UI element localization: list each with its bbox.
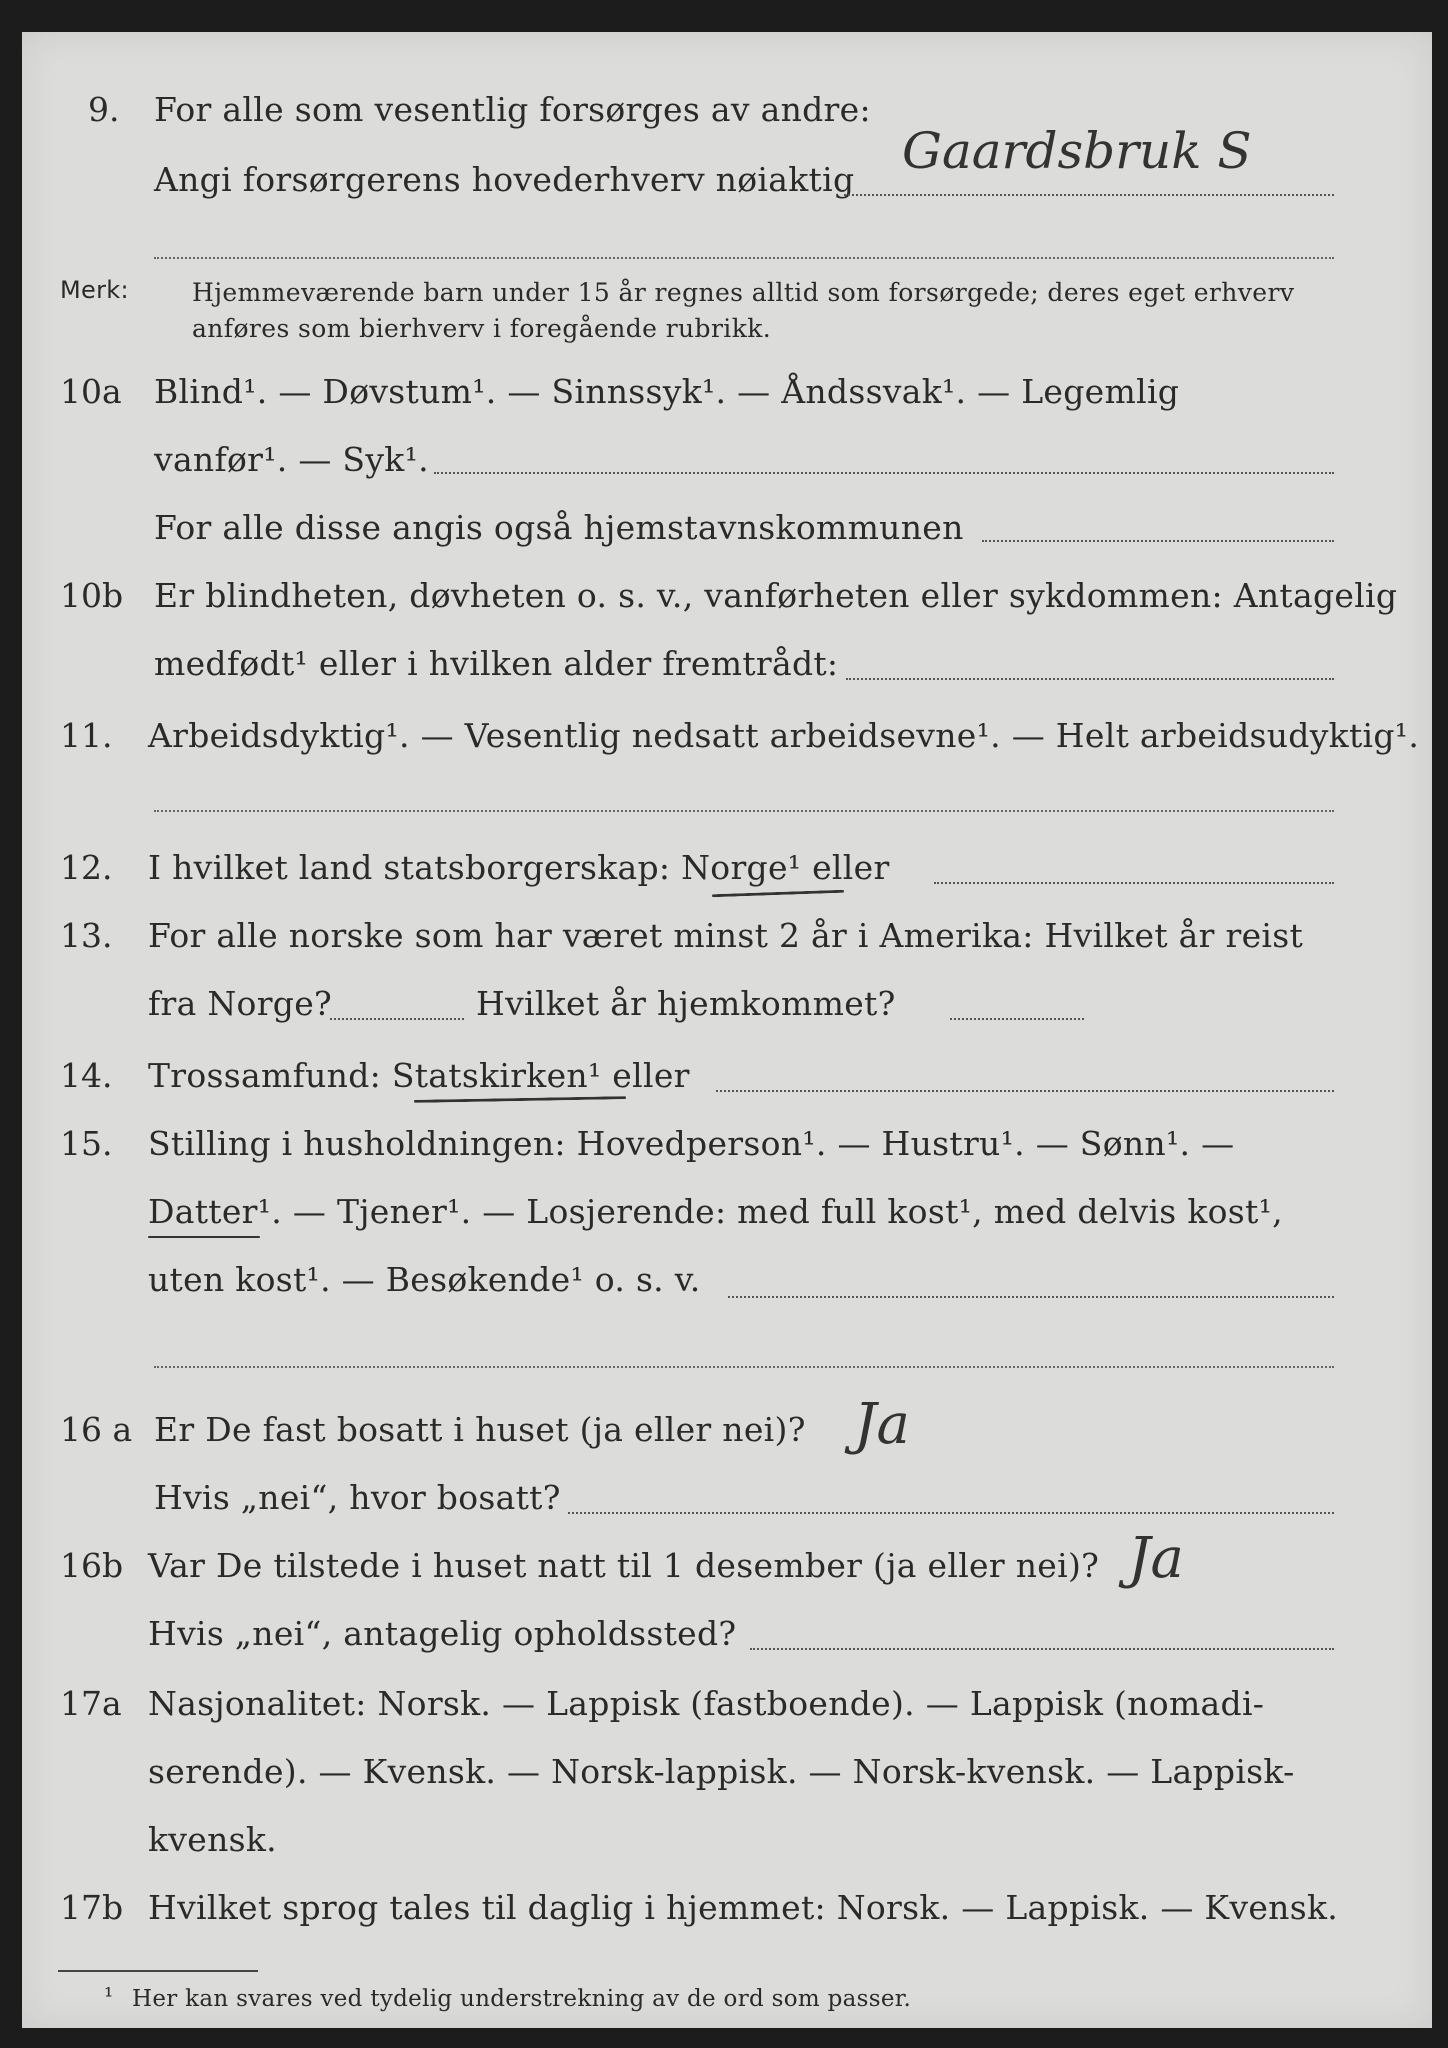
q13-line2a: fra Norge? <box>148 984 333 1023</box>
q14-line1: Trossamfund: Statskirken¹ eller <box>148 1056 690 1095</box>
q15-line3: uten kost¹. — Besøkende¹ o. s. v. <box>148 1260 701 1299</box>
q10b-answer-line[interactable] <box>846 678 1334 680</box>
q10a-kommune-line[interactable] <box>982 540 1334 542</box>
q10a-answer-line[interactable] <box>434 472 1334 474</box>
q15-number: 15. <box>60 1124 113 1163</box>
q13-line2b: Hvilket år hjemkommet? <box>476 984 896 1023</box>
footnote-mark: ¹ <box>104 1984 114 2010</box>
q10a-number: 10a <box>60 372 122 411</box>
q17b-number: 17b <box>60 1888 124 1927</box>
q13-line1: For alle norske som har været minst 2 år i Amerika: Hvilket år reist <box>148 916 1304 955</box>
q12-line1: I hvilket land statsborgerskap: Norge¹ eller <box>148 848 890 887</box>
q16b-line1: Var De tilstede i huset natt til 1 desember (ja eller nei)? <box>148 1546 1100 1585</box>
q9-line1: For alle som vesentlig forsørges av andre: <box>154 90 871 129</box>
q15-line2: Datter¹. — Tjener¹. — Losjerende: med full kost¹, med delvis kost¹, <box>148 1192 1283 1231</box>
q14-number: 14. <box>60 1056 113 1095</box>
q10a-line1: Blind¹. — Døvstum¹. — Sinnssyk¹. — Åndssvak¹. — Legemlig <box>154 372 1180 411</box>
q11-number: 11. <box>60 716 113 755</box>
q11-answer-line[interactable] <box>154 810 1334 812</box>
q14-statskirken-underline <box>414 1096 626 1103</box>
q16a-handwritten-answer: Ja <box>854 1392 910 1457</box>
merk-line2: anføres som bierhverv i foregående rubrikk. <box>192 314 772 343</box>
q17b-line1: Hvilket sprog tales til daglig i hjemmet: Norsk. — Lappisk. — Kvensk. <box>148 1888 1339 1927</box>
q10a-line3: For alle disse angis også hjemstavnskommunen <box>154 508 964 547</box>
q17a-number: 17a <box>60 1684 122 1723</box>
merk-line1: Hjemmeværende barn under 15 år regnes alltid som forsørgede; deres eget erhverv <box>192 278 1295 307</box>
q16a-line1: Er De fast bosatt i huset (ja eller nei)? <box>154 1410 806 1449</box>
q13-hjemkommet-line[interactable] <box>950 1018 1084 1020</box>
q16b-number: 16b <box>60 1546 124 1585</box>
q10b-number: 10b <box>60 576 124 615</box>
census-form-page <box>22 32 1432 2028</box>
q9-extra-line[interactable] <box>154 257 1334 259</box>
q17a-line1: Nasjonalitet: Norsk. — Lappisk (fastboende). — Lappisk (nomadi- <box>148 1684 1265 1723</box>
q15-answer-line[interactable] <box>728 1296 1334 1298</box>
q12-norge-underline <box>712 890 844 898</box>
q16b-answer-line[interactable] <box>750 1648 1334 1650</box>
q9-number: 9. <box>88 90 120 129</box>
q15-extra-line[interactable] <box>154 1366 1334 1368</box>
q9-line2: Angi forsørgerens hovederhverv nøiaktig <box>154 160 855 199</box>
q16a-line2: Hvis „nei“, hvor bosatt? <box>154 1478 561 1517</box>
merk-label: Merk: <box>60 276 129 304</box>
q9-handwritten-answer: Gaardsbruk S <box>902 122 1252 180</box>
q10b-line2: medfødt¹ eller i hvilken alder fremtrådt: <box>154 644 839 683</box>
q9-answer-line[interactable] <box>844 194 1334 196</box>
q10b-line1: Er blindheten, døvheten o. s. v., vanførheten eller sykdommen: Antagelig <box>154 576 1398 615</box>
q16a-answer-line[interactable] <box>568 1512 1334 1514</box>
q16b-line2: Hvis „nei“, antagelig opholdssted? <box>148 1614 737 1653</box>
q13-number: 13. <box>60 916 113 955</box>
q10a-line2: vanfør¹. — Syk¹. <box>154 440 429 479</box>
q12-number: 12. <box>60 848 113 887</box>
q14-answer-line[interactable] <box>716 1090 1334 1092</box>
q13-reist-line[interactable] <box>330 1018 464 1020</box>
q17a-line2: serende). — Kvensk. — Norsk-lappisk. — Norsk-kvensk. — Lappisk- <box>148 1752 1295 1791</box>
q15-datter-underline <box>148 1236 260 1238</box>
q16b-handwritten-answer: Ja <box>1128 1526 1184 1591</box>
q12-answer-line[interactable] <box>934 882 1334 884</box>
footnote-text: Her kan svares ved tydelig understrekning av de ord som passer. <box>132 1986 912 2012</box>
footnote-separator <box>58 1970 258 1972</box>
q11-line1: Arbeidsdyktig¹. — Vesentlig nedsatt arbeidsevne¹. — Helt arbeidsudyktig¹. <box>148 716 1420 755</box>
q17a-line3: kvensk. <box>148 1820 277 1859</box>
q16a-number: 16 a <box>60 1410 133 1449</box>
q15-line1: Stilling i husholdningen: Hovedperson¹. — Hustru¹. — Sønn¹. — <box>148 1124 1235 1163</box>
